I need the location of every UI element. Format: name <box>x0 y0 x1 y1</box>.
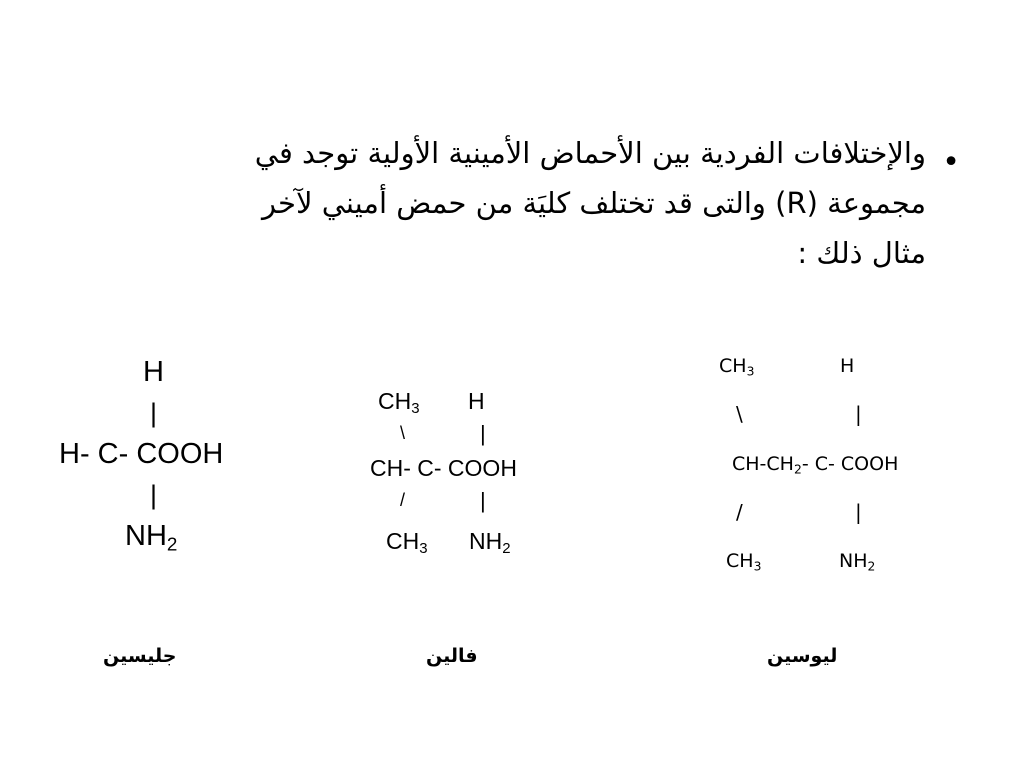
valine-bond-top-left: \ <box>400 423 406 443</box>
glycine-bond-top: | <box>150 398 158 428</box>
bullet-marker: • <box>942 145 960 180</box>
glycine-name: جليسين <box>103 645 177 667</box>
bullet-line-1: والإختلافات الفردية بين الأحماض الأمينية الأولية توجد في <box>254 136 926 170</box>
glycine-amino-group: $NH_2$ <box>125 520 178 555</box>
valine-bond-bottom-left: / <box>400 490 406 510</box>
bullet-line-2: مجموعة (R) والتى قد تختلف كليَة من حمض أميني لآخر <box>262 186 926 220</box>
leucine-top-h: H <box>840 355 855 377</box>
glycine-bond-bottom: | <box>150 480 158 510</box>
glycine-main-chain: H- C- COOH <box>59 438 224 470</box>
valine-bottom-left-methyl: $CH_3$ <box>386 528 428 558</box>
leucine-name: ليوسين <box>767 645 838 667</box>
valine-top-left-methyl: $CH_3$ <box>378 388 420 418</box>
leucine-amino-group: $NH_2$ <box>839 550 876 574</box>
valine-bond-bottom-right: | <box>480 488 486 513</box>
leucine-bond-top-right: | <box>855 402 862 426</box>
valine-top-h: H <box>468 388 485 414</box>
glycine-top-h: H <box>143 356 164 388</box>
bullet-text <box>70 128 926 278</box>
valine-bond-top-right: | <box>480 421 486 446</box>
valine-name: فالين <box>426 645 478 667</box>
leucine-main-chain: $CH-CH_2-$ C- COOH <box>732 453 899 477</box>
leucine-bond-bottom-right: | <box>855 500 862 524</box>
leucine-bond-top-left: \ <box>736 402 743 426</box>
bullet-paragraph <box>70 128 960 278</box>
leucine-bond-bottom-left: / <box>736 500 743 524</box>
valine-amino-group: $NH_2$ <box>469 528 511 558</box>
valine-main-chain: CH- C- COOH <box>370 455 517 481</box>
leucine-bottom-left-methyl: $CH_3$ <box>726 550 762 574</box>
bullet-line-3: مثال ذلك : <box>797 236 926 270</box>
leucine-top-left-methyl: $CH_3$ <box>719 355 755 379</box>
